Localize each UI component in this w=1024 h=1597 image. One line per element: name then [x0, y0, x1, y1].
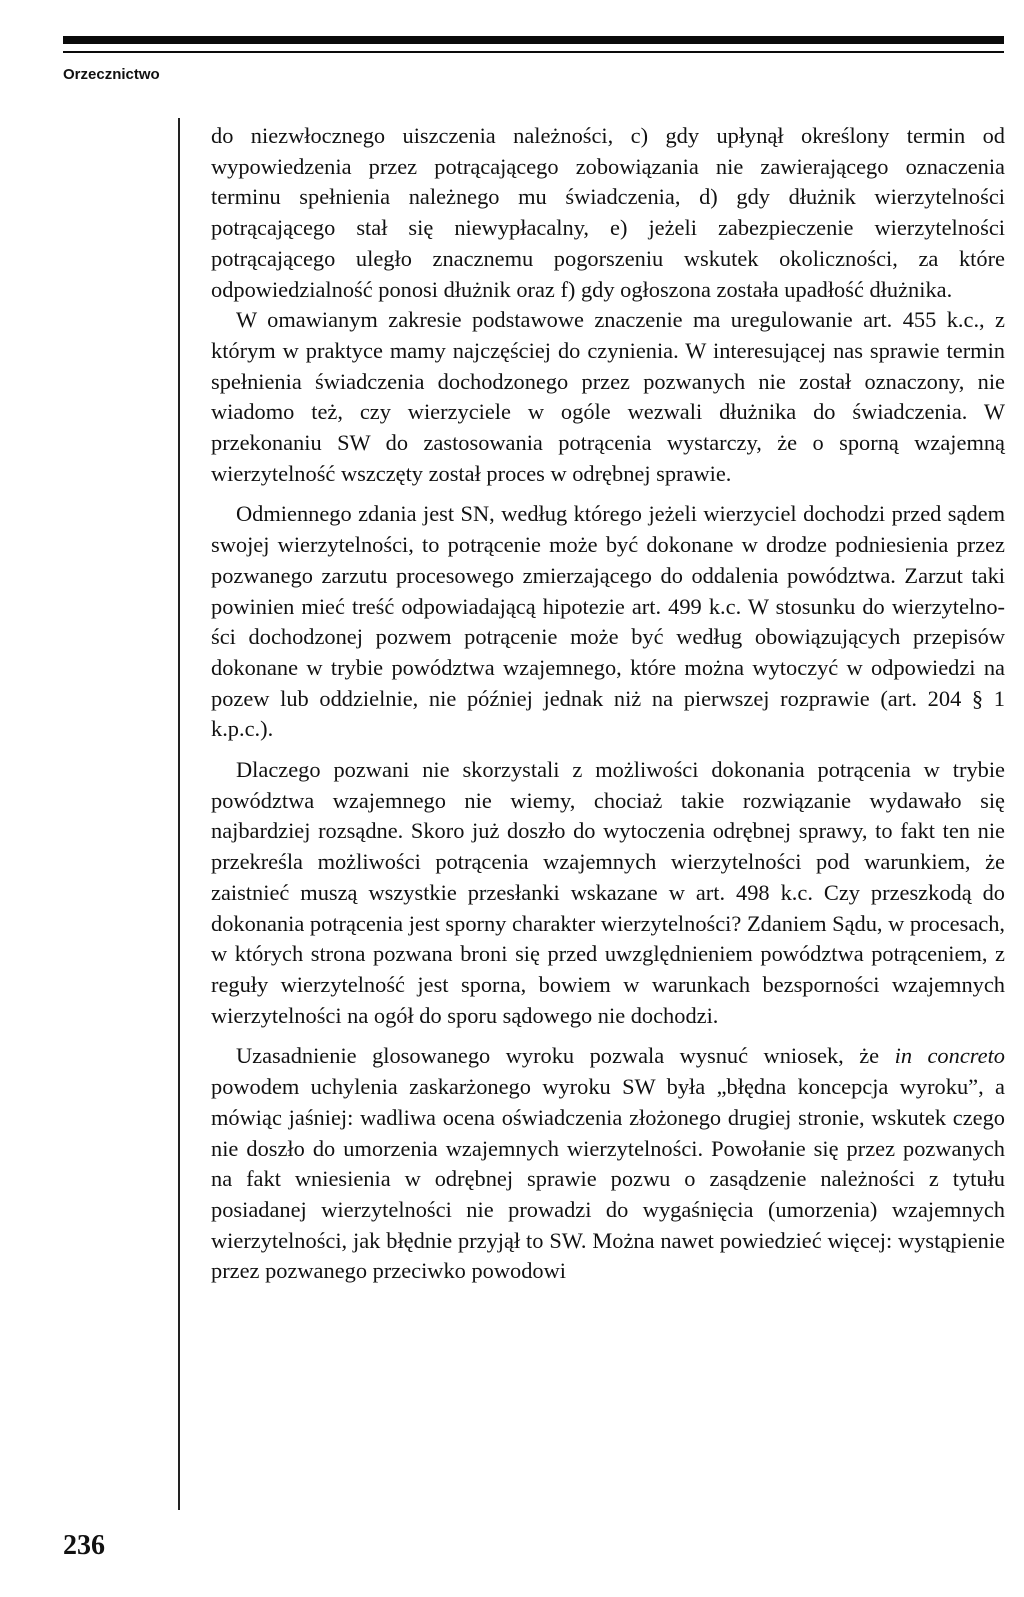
paragraph-5 — [211, 1041, 1005, 1287]
paragraph-1: do niezwłocznego uiszczenia należności, c) gdy upłynął określony termin od wypowiedzenia przez potrącającego zobowiązania nie zawierającego oznaczenia terminu spełnienia należnego mu świadczenia, d) gdy dłużnik wierzytelności potrącającego stał się niewypłacalny, e) jeżeli zabezpieczenie wierzytelności potrącającego uległo znacznemu pogorszeniu wskutek okoliczności, za które odpowiedzialność ponosi dłużnik oraz f) gdy ogłoszona została upadłość dłużnika. — [211, 123, 1005, 302]
header-rule-thick — [63, 36, 1004, 44]
paragraph-3: Odmiennego zdania jest SN, według którego jeżeli wierzyciel dochodzi przed sądem swojej wierzytelności, to potrącenie może być dokonane w drodze podniesienia przez pozwanego zarzutu procesowego zmierzającego do oddalenia powództwa. Zarzut taki powinien mieć treść odpowiadającą hipotezie art. 499 k.c. W stosunku do wierzytelności dochodzonej pozwem potrącenie może być według obowiązujących przepisów dokonane w trybie powództwa wzajemnego, które można wytoczyć w odpowiedzi na pozew lub oddzielnie, nie później jednak niż na pierwszej rozprawie (art. 204 § 1 k.p.c.). — [211, 501, 1005, 742]
body-text — [211, 121, 1005, 1287]
margin-rule — [178, 118, 180, 1510]
paragraph-4: Dlaczego pozwani nie skorzystali z możliwości dokonania potrącenia w trybie powództwa wzajemnego nie wiemy, chociaż takie rozwiązanie wydawało się najbardziej rozsądne. Skoro już doszło do wytoczenia odrębnej sprawy, to fakt ten nie przekreśla możliwości potrącenia wzajemnych wierzytelności pod warunkiem, że zaistnieć muszą wszystkie przesłanki wskazane w art. 498 k.c. Czy przeszkodą do dokonania potrącenia jest sporny charakter wierzytelności? Zdaniem Sądu, w procesach, w których strona pozwana broni się przed uwzględnieniem powództwa potrąceniem, z reguły wierzytelność jest sporna, bowiem w warunkach bezsporności wzajemnych wierzytelności na ogół do sporu sądowego nie dochodzi. — [211, 757, 1005, 1028]
paragraph-5-italic: in concreto — [894, 1043, 1005, 1069]
paragraph-5-rest: powodem uchylenia zaskarżonego wyroku SW była „błędna koncepcja wyroku”, a mówiąc jaśniej: wadliwa ocena oświadczenia złożonego drugiej stronie, wskutek czego nie doszło do umorzenia wzajemnych wierzytelności. Powołanie się przez pozwanych na fakt wniesienia w odrębnej sprawie pozwu o zasądzenie należności z tytułu posiadanej wierzytelności nie prowadzi do wygaśnięcia (umorzenia) wzajemnych wierzytelności, jak błędnie przyjął to SW. Można nawet powiedzieć więcej: wystąpienie przez pozwanego przeciwko powodowi — [211, 1074, 1005, 1284]
running-title: Orzecznictwo — [63, 66, 160, 83]
paragraph-2: W omawianym zakresie podstawowe znaczenie ma uregulowanie art. 455 k.c., z którym w praktyce mamy najczęściej do czynienia. W interesującej nas sprawie termin spełnienia świadczenia dochodzonego przez pozwanych nie został oznaczony, nie wiadomo też, czy wierzyciele w ogóle wezwali dłużnika do świadczenia. W przekonaniu SW do zastosowania potrącenia wystarczy, że o sporną wzajemną wierzytelność wszczęty został proces w odrębnej sprawie. — [211, 307, 1005, 486]
header-rule-thin — [63, 51, 1004, 53]
paragraph-5-lead: Uzasadnienie glosowanego wyroku pozwala wysnuć wniosek, że — [236, 1043, 895, 1069]
page-number: 236 — [63, 1530, 105, 1561]
